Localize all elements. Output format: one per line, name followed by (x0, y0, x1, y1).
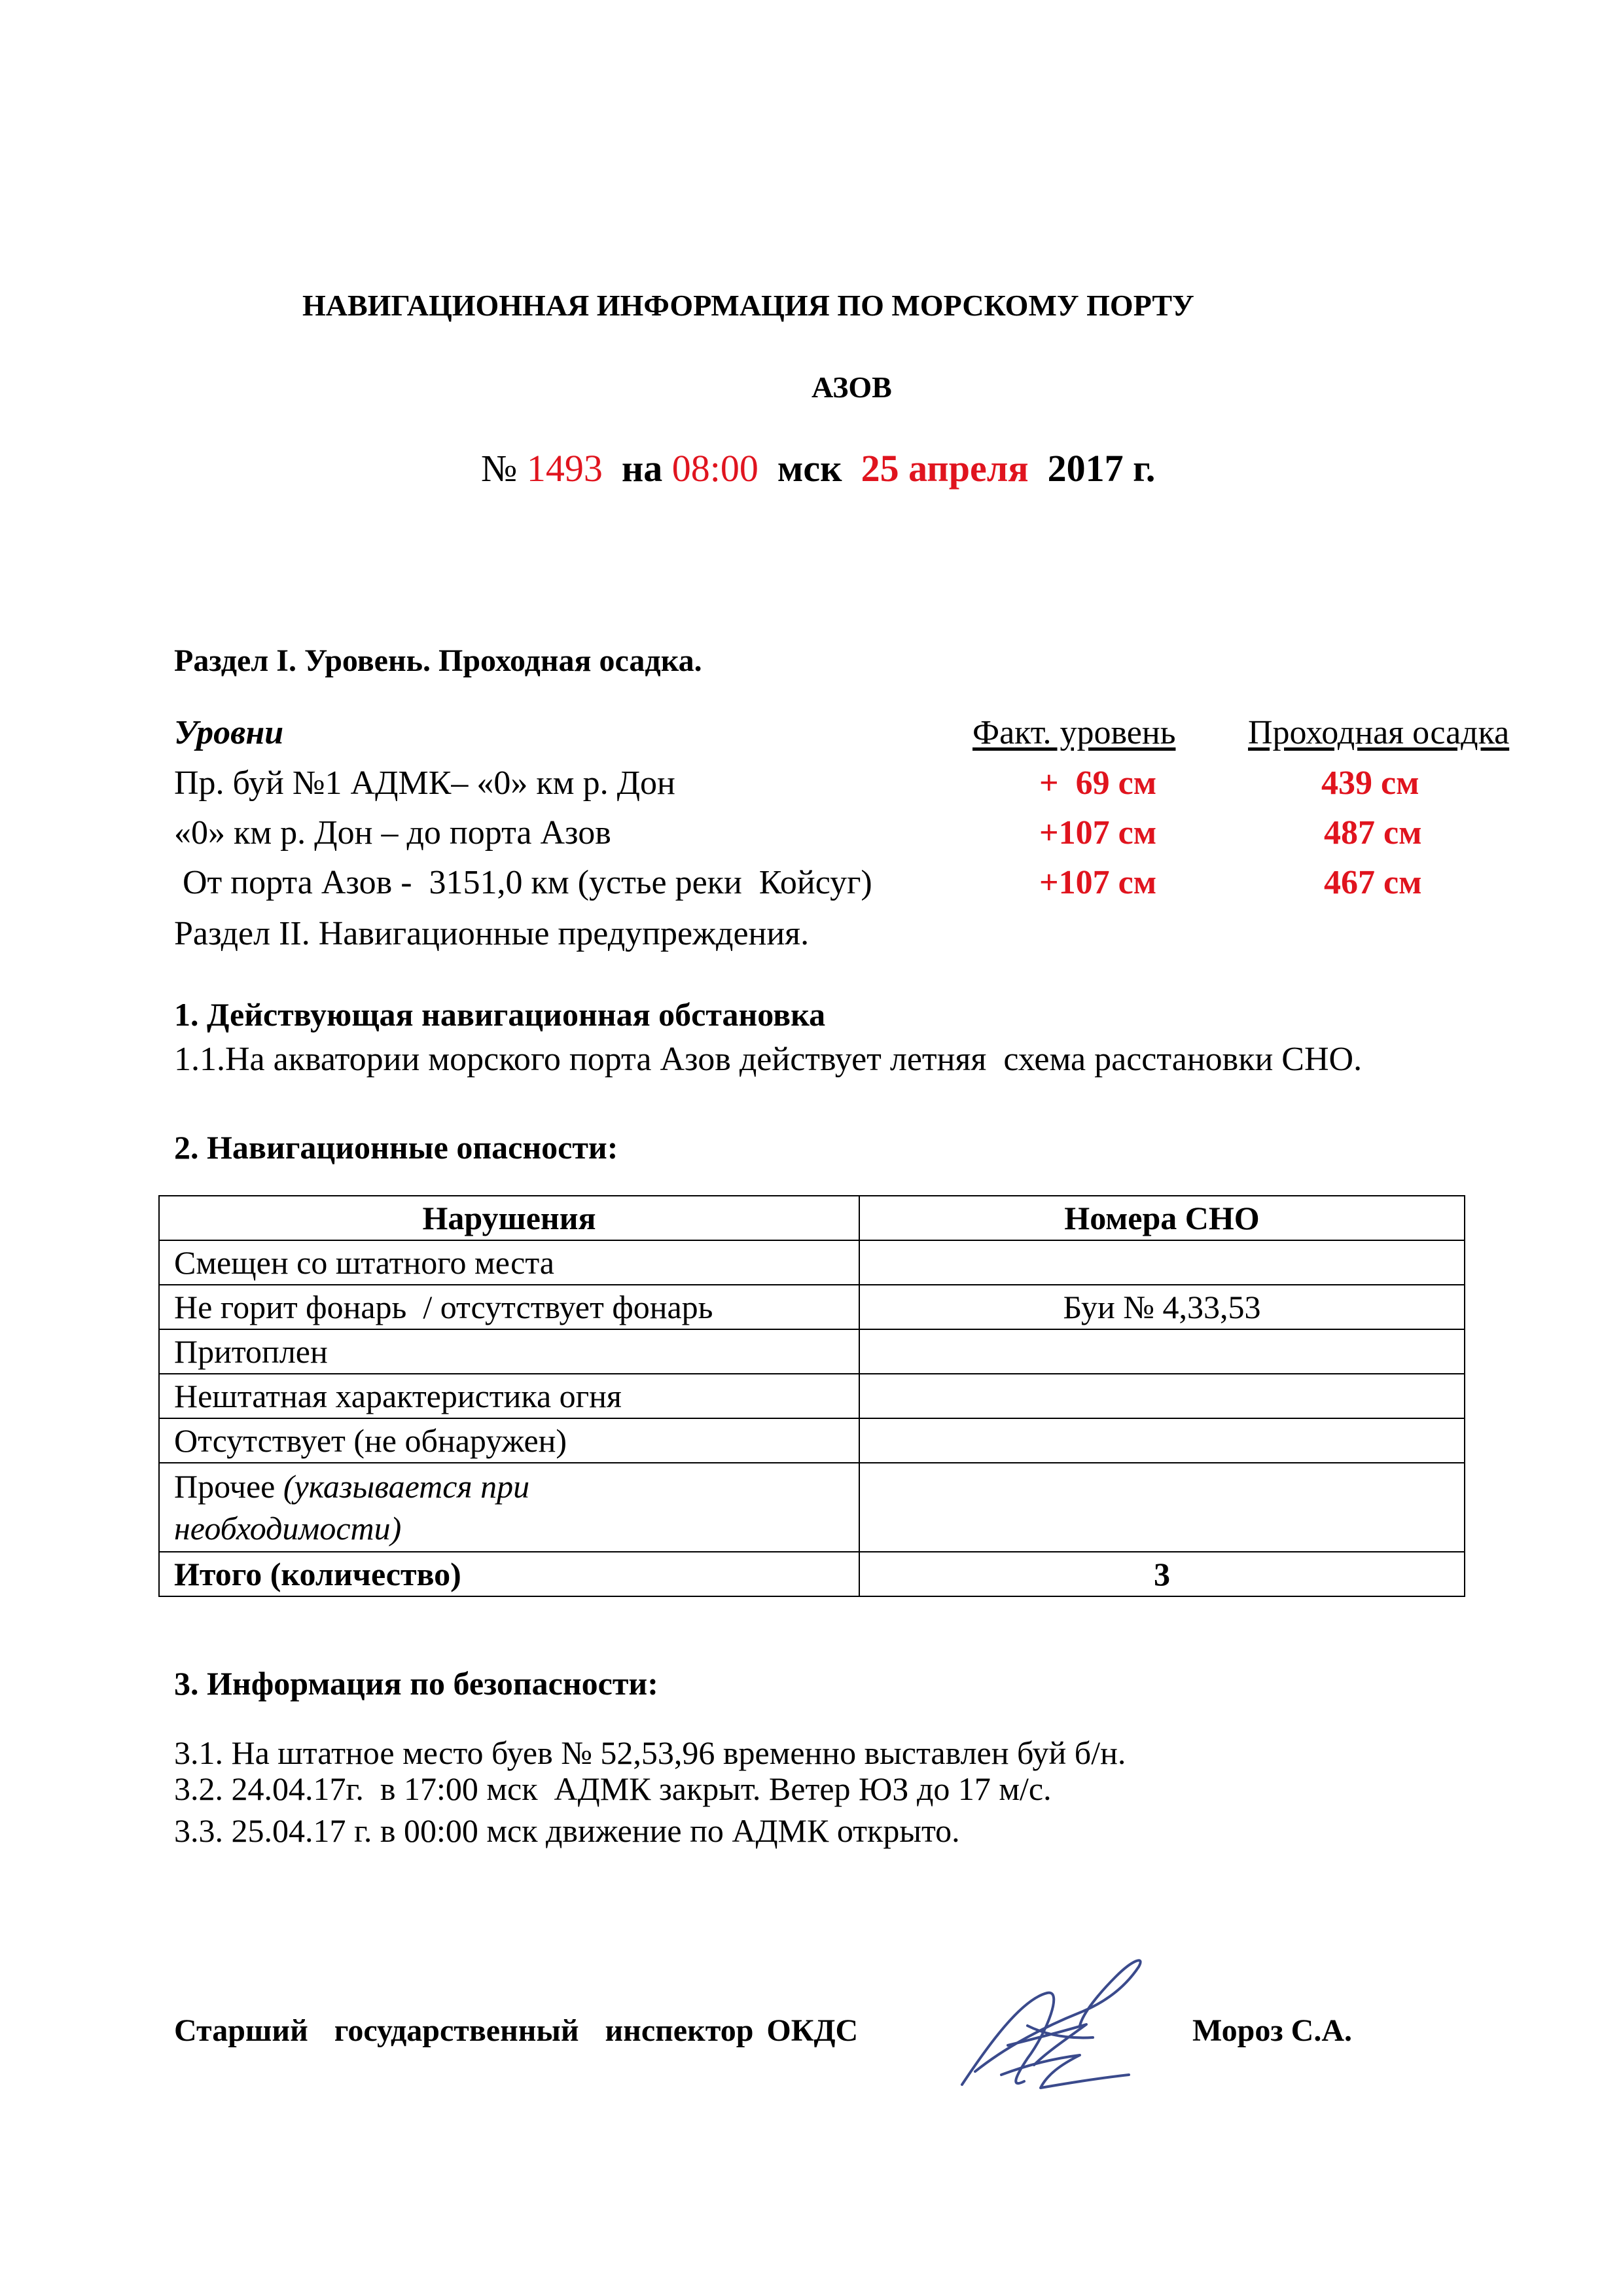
signatory-position: Старший государственный инспектор ОКДС (174, 2013, 859, 2048)
aids-numbers-cell (859, 1418, 1465, 1463)
level-row-segment: От порта Азов - 3151,0 км (устье реки Койсуг) (174, 864, 872, 901)
other-label: Прочее (174, 1468, 276, 1505)
level-row-fact: +107 см (1039, 814, 1157, 852)
total-label: Итого (количество) (159, 1552, 859, 1596)
violations-column-header: Нарушения (159, 1196, 859, 1240)
levels-column-header: Уровни (174, 714, 284, 751)
at-label: на (621, 447, 663, 490)
level-row-draft: 467 см (1324, 864, 1422, 901)
aids-numbers-cell (859, 1329, 1465, 1374)
bulletin-year: 2017 г. (1047, 447, 1156, 490)
safety-info-heading: 3. Информация по безопасности: (174, 1665, 658, 1702)
document-title-line1: НАВИГАЦИОННАЯ ИНФОРМАЦИЯ ПО МОРСКОМУ ПОРТУ (302, 289, 1194, 322)
table-row (159, 1418, 1465, 1463)
draft-column-header: Проходная осадка (1248, 714, 1510, 751)
violation-cell-other (159, 1463, 859, 1552)
other-note-line2: необходимости) (174, 1510, 402, 1547)
bulletin-time: 08:00 (671, 447, 758, 490)
handwritten-signature (949, 1947, 1165, 2104)
timezone-label: мск (777, 447, 842, 490)
level-row-draft: 439 см (1321, 764, 1419, 802)
table-row (159, 1240, 1465, 1285)
aids-numbers-cell (859, 1463, 1465, 1552)
aids-numbers-column-header: Номера СНО (859, 1196, 1465, 1240)
hazards-heading: 2. Навигационные опасности: (174, 1129, 618, 1166)
table-row (159, 1374, 1465, 1418)
table-row (159, 1329, 1465, 1374)
violation-cell: Не горит фонарь / отсутствует фонарь (159, 1285, 859, 1329)
document-title-port: АЗОВ (812, 370, 892, 404)
level-row-fact: + 69 см (1039, 764, 1157, 802)
level-row-draft: 487 см (1324, 814, 1422, 852)
current-situation-text: 1.1.На акватории морского порта Азов действует летняя схема расстановки СНО. (174, 1041, 1363, 1078)
table-row (159, 1463, 1465, 1552)
bulletin-date: 25 апреля (861, 447, 1029, 490)
table-row (159, 1285, 1465, 1329)
current-situation-heading: 1. Действующая навигационная обстановка (174, 996, 826, 1033)
aids-numbers-cell (859, 1240, 1465, 1285)
violation-cell: Нештатная характеристика огня (159, 1374, 859, 1418)
level-row-fact: +107 см (1039, 864, 1157, 901)
level-row-segment: «0» км р. Дон – до порта Азов (174, 814, 611, 852)
bulletin-number: 1493 (526, 447, 603, 490)
signature-stroke (975, 1960, 1141, 2072)
safety-info-item: 3.1. На штатное место буев № 52,53,96 временно выставлен буй б/н. (174, 1734, 1126, 1771)
other-note-line1: (указывается при (283, 1468, 530, 1505)
aids-numbers-cell: Буи № 4,33,53 (859, 1285, 1465, 1329)
section1-heading: Раздел I. Уровень. Проходная осадка. (174, 643, 702, 678)
violation-cell: Притоплен (159, 1329, 859, 1374)
hazards-table-header (159, 1196, 1465, 1240)
signatory-name: Мороз С.А. (1192, 2013, 1352, 2048)
table-total-row (159, 1552, 1465, 1596)
number-sign: № (481, 447, 518, 490)
safety-info-item: 3.2. 24.04.17г. в 17:00 мск АДМК закрыт. Ветер ЮЗ до 17 м/с. (174, 1770, 1052, 1807)
fact-level-column-header: Факт. уровень (972, 714, 1176, 751)
violation-cell: Отсутствует (не обнаружен) (159, 1418, 859, 1463)
violation-cell: Смещен со штатного места (159, 1240, 859, 1285)
bulletin-number-line (481, 446, 1155, 490)
hazards-table (158, 1195, 1465, 1597)
level-row-segment: Пр. буй №1 АДМК– «0» км р. Дон (174, 764, 675, 802)
aids-numbers-cell (859, 1374, 1465, 1418)
section2-heading: Раздел II. Навигационные предупреждения. (174, 915, 810, 952)
total-value: 3 (859, 1552, 1465, 1596)
safety-info-item: 3.3. 25.04.17 г. в 00:00 мск движение по АДМК открыто. (174, 1812, 960, 1849)
